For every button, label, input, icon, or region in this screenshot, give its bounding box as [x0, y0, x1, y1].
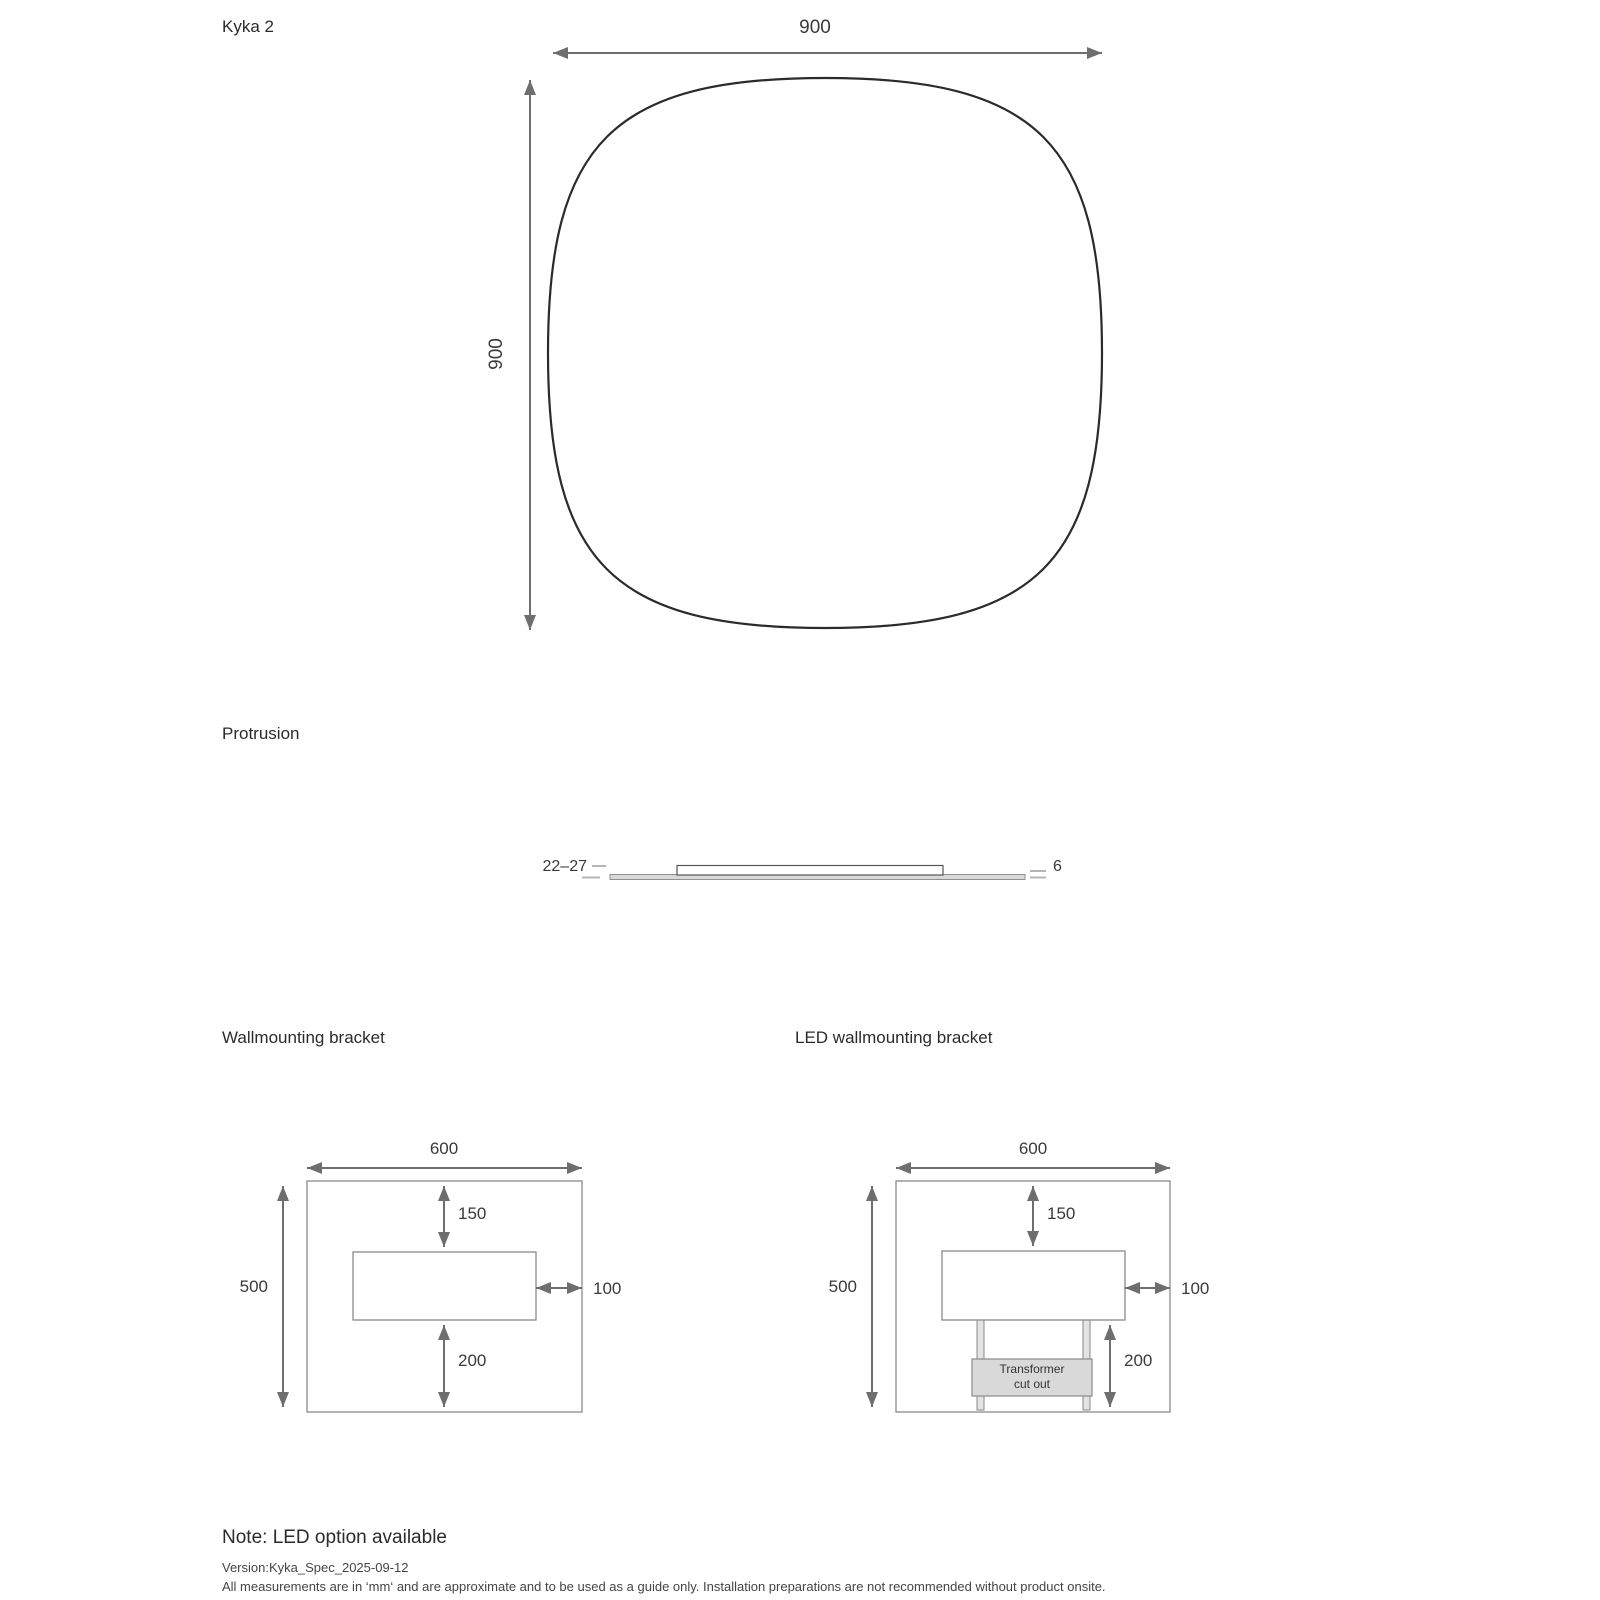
bracket-top-offset-label: 150: [458, 1204, 487, 1223]
page-title: Kyka 2: [222, 17, 274, 36]
protrusion-heading: Protrusion: [222, 724, 300, 743]
bracket-plate: [353, 1252, 536, 1320]
bracket-side-offset-label: 100: [593, 1279, 622, 1298]
led-bracket-width-label: 600: [1018, 1139, 1048, 1158]
transformer-cutout-label: [972, 1362, 1092, 1392]
mirror-width-label: 900: [799, 17, 831, 38]
footer-note: Note: LED option available: [222, 1527, 447, 1548]
bracket-height-label: 500: [239, 1277, 268, 1296]
led-bracket-height-label: 500: [828, 1277, 857, 1296]
mirror-outline: [548, 78, 1102, 628]
bracket-bottom-offset-label: 200: [458, 1351, 487, 1370]
led-bracket-bottom-offset-label: 200: [1124, 1351, 1153, 1370]
led-bracket-side-offset-label: 100: [1181, 1279, 1210, 1298]
bracket-width-label: 600: [429, 1139, 459, 1158]
protrusion-bracket-profile: [677, 866, 943, 876]
mirror-height-label: 900: [486, 338, 507, 370]
footer-version: Version:Kyka_Spec_2025-09-12: [222, 1560, 409, 1575]
led-bracket-heading: LED wallmounting bracket: [795, 1028, 993, 1047]
bracket-heading: Wallmounting bracket: [222, 1028, 385, 1047]
protrusion-depth-label: 22–27: [542, 858, 587, 875]
led-bracket-top-offset-label: 150: [1047, 1204, 1076, 1223]
transformer-cutout-label-line2: cut out: [1013, 1377, 1051, 1391]
protrusion-glass-thickness-label: 6: [1053, 858, 1062, 875]
footer-disclaimer: All measurements are in ‘mm‘ and are approximate and to be used as a guide only. Installation preparations are not recommended without product onsite.: [222, 1579, 1106, 1594]
led-bracket-plate: [942, 1251, 1125, 1320]
transformer-cutout-label-line1: Transformer: [999, 1362, 1065, 1376]
